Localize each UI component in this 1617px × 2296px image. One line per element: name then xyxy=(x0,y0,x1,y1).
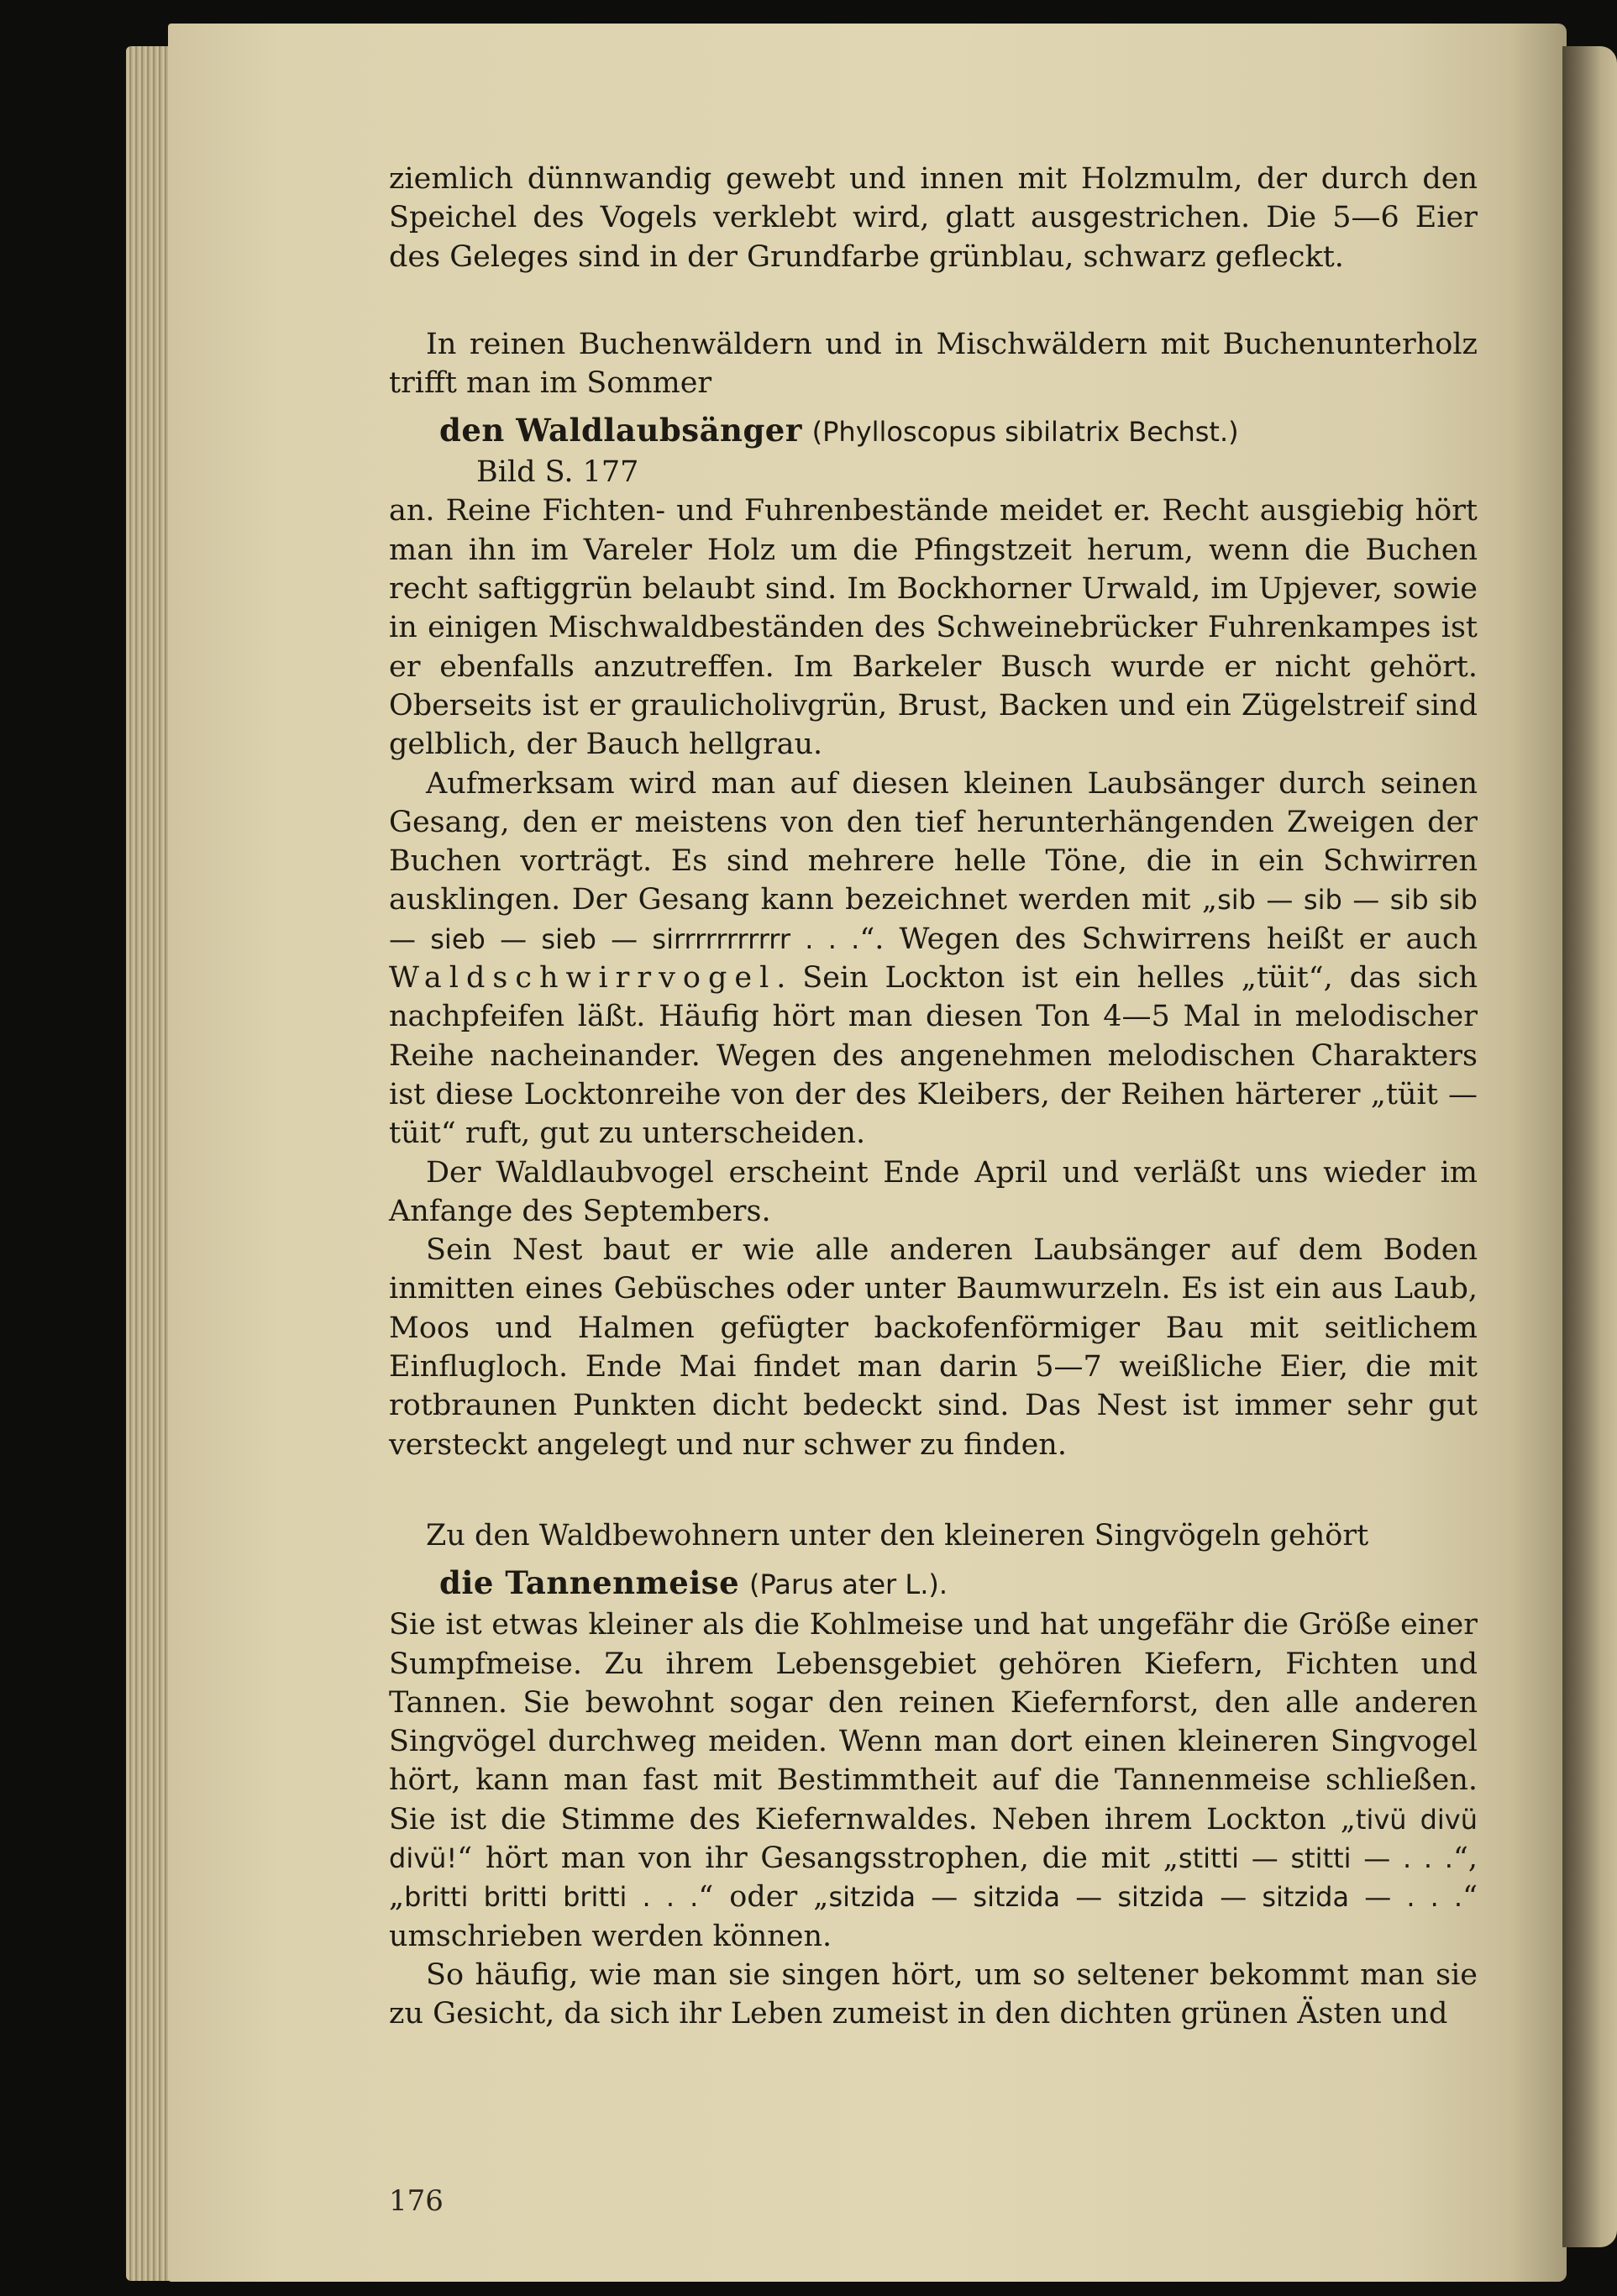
text-run: “, „ xyxy=(389,1841,1478,1915)
species-name: den Waldlaubsänger xyxy=(439,412,802,449)
page-text xyxy=(389,160,1478,2033)
text-run: Aufmerksam wird man auf diesen kleinen Laubsänger durch seinen Gesang, den er meistens von den tief herunterhängenden Zweigen der Buchen vorträgt. Es sind mehrere helle Töne, die in ein Schwirren ausklingen. Der Gesang kann bezeichnet werden mit „ xyxy=(389,766,1478,917)
paragraph-nest-end: ziemlich dünnwandig gewebt und innen mit Holzmulm, der durch den Speichel des Vogels verklebt wird, glatt ausgestrichen. Die 5—6 Eier des Geleges sind in der Grundfarbe grünblau, schwarz gefleckt. xyxy=(389,162,1478,274)
intro-tannenmeise: Zu den Waldbewohnern unter den kleineren Singvögeln gehört xyxy=(426,1518,1369,1553)
book-gutter xyxy=(1562,46,1617,2247)
text-run: . Sein Lockton ist ein helles „ xyxy=(776,961,1257,996)
intro-waldlaubsaenger: In reinen Buchenwäldern und in Mischwäldern mit Buchenunterholz trifft man im Sommer xyxy=(389,327,1478,401)
species-name: die Tannenmeise xyxy=(439,1564,740,1602)
text-run: “. Wegen des Schwirrens heißt er auch xyxy=(859,922,1478,956)
text-run: “ hört man von ihr Gesangsstrophen, die mit „ xyxy=(457,1841,1179,1875)
call-notation: tüit xyxy=(1256,961,1309,996)
text-run: “ umschrieben werden können. xyxy=(389,1880,1478,1953)
paragraph-song xyxy=(389,764,1478,1153)
call-notation: tüit — tüit xyxy=(389,1077,1478,1151)
text-run: “ oder „ xyxy=(698,1880,829,1915)
figure-reference: Bild S. 177 xyxy=(476,455,639,490)
song-notation: britti britti britti . . . xyxy=(404,1881,699,1914)
paragraph-visibility: So häufig, wie man sie singen hört, um so seltener bekommt man sie zu Gesicht, da sich ihr Leben zumeist in den dichten grünen Ästen und xyxy=(389,1957,1478,2031)
song-notation: stitti — stitti — . . . xyxy=(1178,1842,1453,1874)
paragraph-migration: Der Waldlaubvogel erscheint Ende April und verläßt uns wieder im Anfange des Septembers. xyxy=(389,1155,1478,1228)
paragraph-nest: Sein Nest baut er wie alle anderen Laubsänger auf dem Boden inmitten eines Gebüsches oder unter Baumwurzeln. Es ist ein aus Laub, Moos und Halmen gefügter backofenförmiger Bau mit seitlichem Einflugloch. Ende Mai findet man darin 5—7 weißliche Eier, die mit rotbraunen Punkten dicht bedeckt sind. Das Nest ist immer sehr gut versteckt angelegt und nur schwer zu finden. xyxy=(389,1233,1478,1462)
latin-name: (Parus ater L.). xyxy=(748,1568,948,1601)
heading-waldlaubsaenger xyxy=(439,409,1478,453)
song-notation: tivü divü divü! xyxy=(389,1803,1478,1874)
paragraph-description: an. Reine Fichten- und Fuhrenbestände meidet er. Recht ausgiebig hört man ihn im Vareler Holz um die Pfingstzeit herum, wenn die Buchen recht saftiggrün belaubt sind. Im Bockhorner Urwald, im Upjever, sowie in einigen Mischwaldbeständen des Schweinebrücker Fuhrenkampes ist er ebenfalls anzutreffen. Im Barkeler Busch wurde er nicht gehört. Oberseits ist er graulicholivgrün, Brust, Backen und ein Zügelstreif sind gelblich, der Bauch hellgrau. xyxy=(389,494,1478,762)
text-run: “, das sich nachpfeifen läßt. Häufig hört man diesen Ton 4—5 Mal in melodischer Reihe nacheinander. Wegen des angenehmen melodischen Charakters ist diese Locktonreihe von der des Kleibers, der Reihen härterer „ xyxy=(389,961,1478,1111)
song-notation: sitzida — sitzida — sitzida — sitzida — . . . xyxy=(828,1881,1463,1914)
spaced-name: Waldschwirrvogel xyxy=(389,961,777,996)
paragraph-tannenmeise xyxy=(389,1605,1478,1956)
song-notation: sib — sib — sib sib — sieb — sieb — sirrrrrrrrrrr . . . xyxy=(389,884,1478,955)
text-run: “ ruft, gut zu unterscheiden. xyxy=(440,1116,866,1151)
text-run: Sie ist etwas kleiner als die Kohlmeise und hat ungefähr die Größe einer Sumpfmeise. Zu ihrem Lebensgebiet gehören Kiefern, Fichten und Tannen. Sie bewohnt sogar den reinen Kiefernforst, den alle anderen Singvögel durchweg meiden. Wenn man dort einen kleineren Singvogel hört, kann man fast mit Bestimmtheit auf die Tannenmeise schließen. Sie ist die Stimme des Kiefernwaldes. Neben ihrem Lockton „ xyxy=(389,1608,1478,1836)
page-number: 176 xyxy=(389,2184,444,2218)
heading-tannenmeise xyxy=(439,1562,1478,1605)
latin-name: (Phylloscopus sibilatrix Bechst.) xyxy=(811,416,1239,449)
